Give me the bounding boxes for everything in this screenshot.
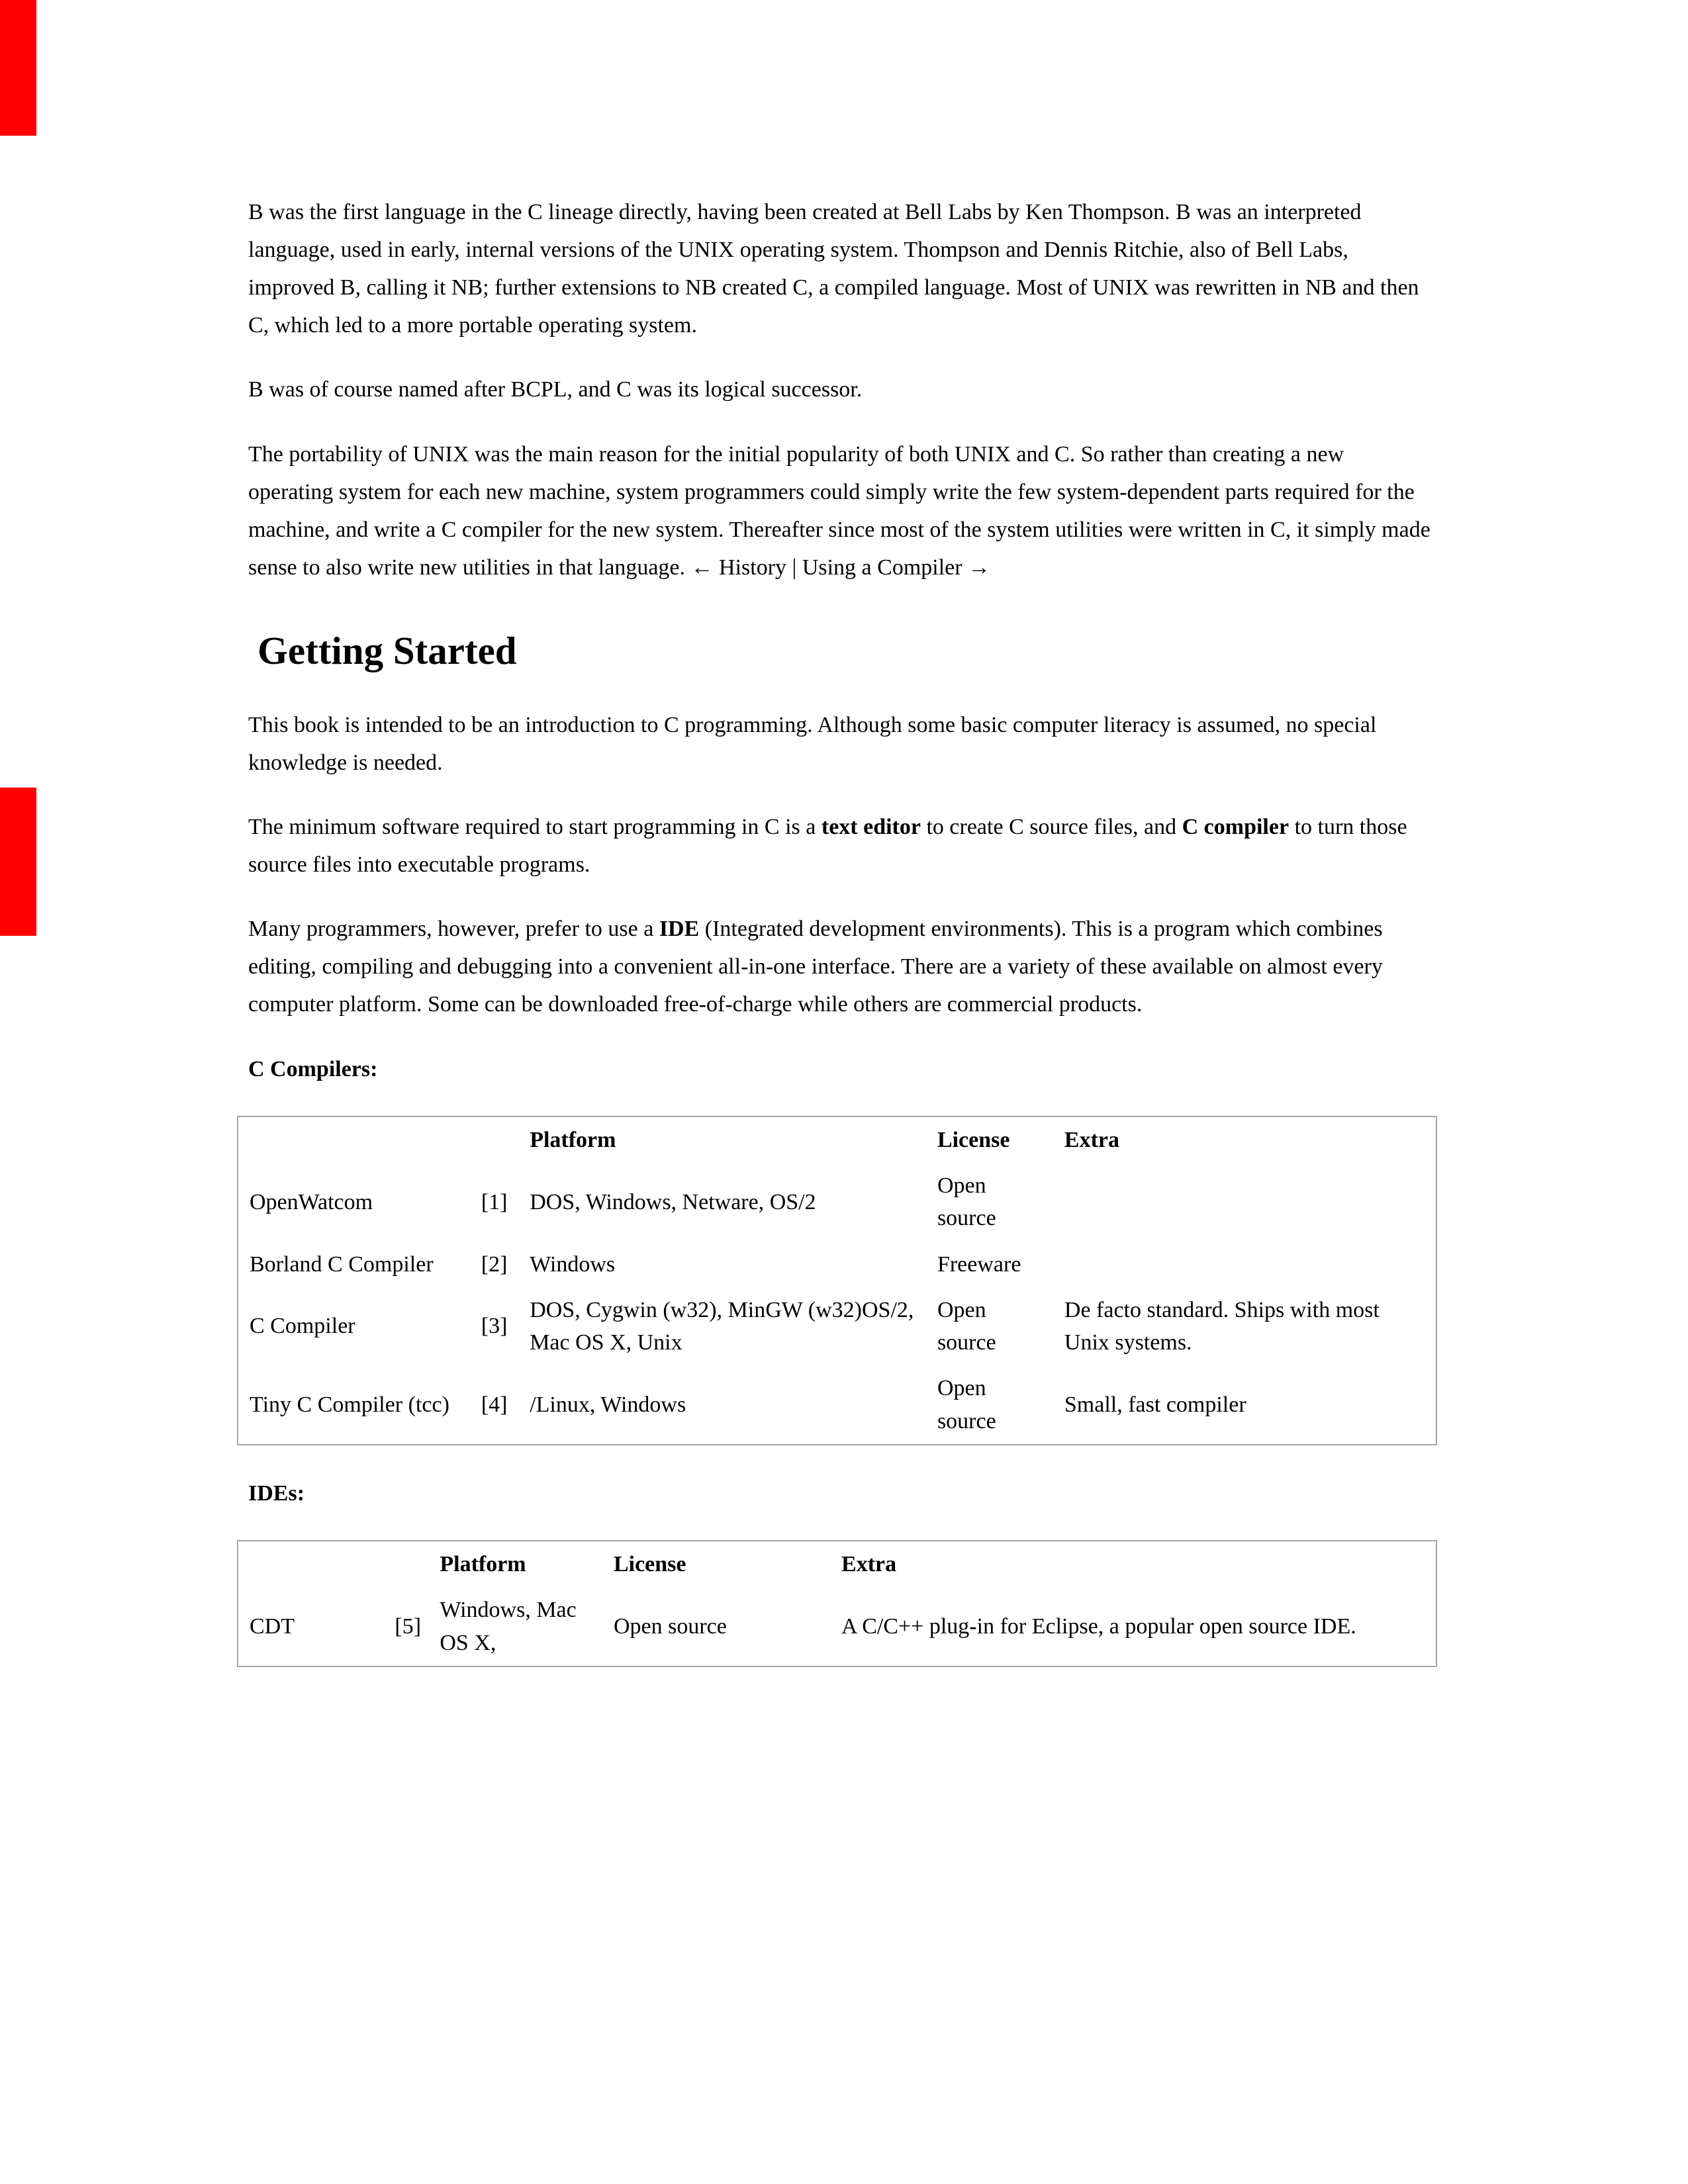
table-header-row [238,1116,1436,1163]
ide-name-cell: CDT [250,1614,295,1639]
platform-header: Platform [440,1552,526,1577]
platform-cell: DOS, Cygwin (w32), MinGW (w32)OS/2, Mac OS X, Unix [530,1297,914,1355]
extra-cell: Small, fast compiler [1064,1392,1246,1418]
paragraph-min-software [248,808,1434,884]
nav-next-using-compiler: Using a Compiler → [802,555,991,580]
platform-header: Platform [530,1127,616,1152]
name-header [238,1541,393,1587]
label-c-compilers: C Compilers: [248,1056,378,1081]
paragraph-ide [248,910,1434,1023]
table-row [238,1163,1436,1242]
paragraph-text: The minimum software required to start programming in C is a [248,815,821,839]
bold-c-compiler: C compiler [1182,815,1289,839]
paragraph-b-history: B was the first language in the C lineage directly, having been created at Bell Labs by Ken Thompson. B was an interpreted language, used in early, internal versions of the UNIX operating system. Thompson and Dennis Ritchie, also of Bell Labs, improved B, calling it NB; further extensions to NB created C, a compiled language. Most of UNIX was rewritten in NB and then C, which led to a more portable operating system. [248,200,1419,338]
table-row [238,1587,1436,1666]
license-cell: Open source [613,1614,727,1639]
nav-prev-history: ← History [690,555,787,580]
extra-cell: De facto standard. Ships with most Unix systems. [1064,1297,1380,1355]
paragraph-text: to turn those source files into executable programs. [248,815,1407,878]
reference-cell: [2] [481,1251,508,1277]
document-content [248,193,1434,1696]
extra-cell [1056,1242,1436,1287]
ref-header [480,1116,522,1163]
license-cell: Freeware [937,1251,1021,1277]
license-header: License [613,1552,686,1577]
paragraph-bcpl: B was of course named after BCPL, and C was its logical successor. [248,377,863,402]
compilers-table [237,1116,1437,1445]
reference-cell: [5] [395,1614,422,1639]
extra-cell: A C/C++ plug-in for Eclipse, a popular open source IDE. [841,1614,1356,1639]
compiler-name-cell: C Compiler [250,1314,355,1339]
reference-cell: [3] [481,1314,508,1339]
table-header-row [238,1541,1436,1587]
license-header: License [937,1127,1010,1152]
heading-getting-started: Getting Started [258,628,517,672]
name-header [238,1116,480,1163]
label-ides: IDEs: [248,1481,305,1506]
platform-cell: Windows [530,1251,616,1277]
license-cell: Open source [937,1173,996,1231]
table-row [238,1365,1436,1445]
paragraph-text: to create C source files, and [920,815,1182,839]
extra-header: Extra [1064,1127,1119,1152]
reference-cell: [1] [481,1189,508,1214]
reference-cell: [4] [481,1392,508,1418]
nav-separator: | [786,555,802,580]
license-cell: Open source [937,1376,996,1433]
compiler-name-cell: Tiny C Compiler (tcc) [250,1392,449,1418]
platform-cell: Windows, Mac OS X, [440,1598,577,1655]
paragraph-intro: This book is intended to be an introduction to C programming. Although some basic computer literacy is assumed, no special knowledge is needed. [248,712,1377,775]
platform-cell: /Linux, Windows [530,1392,686,1418]
paragraph-text: Many programmers, however, prefer to use a [248,917,659,942]
red-marker-top [0,0,36,136]
ref-header [393,1541,432,1587]
paragraph-text: (Integrated development environments). This is a program which combines editing, compiling and debugging into a convenient all-in-one interface. There are a variety of these available on almost every computer platform. Some can be downloaded free-of-charge while others are commercial products. [248,917,1383,1017]
paragraph-text: The portability of UNIX was the main reason for the initial popularity of both UNIX and C. So rather than creating a new operating system for each new machine, system programmers could simply write the few system-dependent parts required for the machine, and write a C compiler for the new system. Thereafter since most of the system utilities were written in C, it simply made sense to also write new utilities in that language. [248,441,1430,580]
extra-header: Extra [841,1552,897,1577]
table-row [238,1242,1436,1287]
extra-cell [1056,1163,1436,1242]
paragraph-unix-portability [248,435,1434,586]
table-row [238,1287,1436,1366]
bold-text-editor: text editor [821,815,921,839]
compiler-name-cell: Borland C Compiler [250,1251,434,1277]
bold-ide: IDE [659,917,700,942]
compiler-name-cell: OpenWatcom [250,1189,373,1214]
license-cell: Open source [937,1297,996,1355]
red-marker-side [0,788,36,936]
ides-table [237,1540,1437,1667]
platform-cell: DOS, Windows, Netware, OS/2 [530,1189,816,1214]
